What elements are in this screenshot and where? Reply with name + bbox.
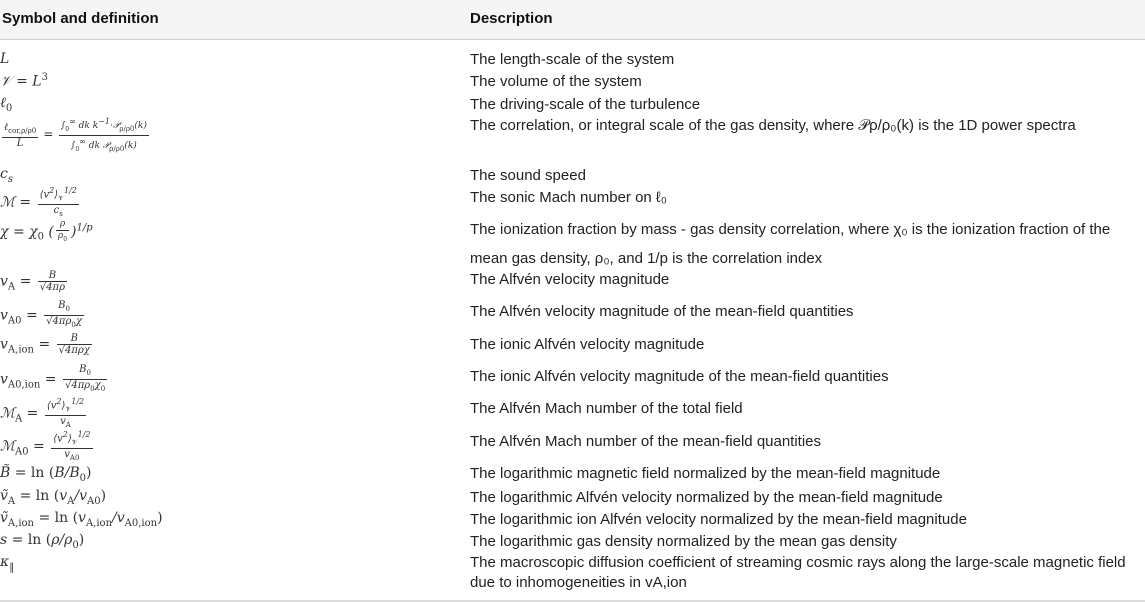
description-cell: The correlation, or integral scale of the gas density, where 𝒫ρ/ρ₀(k) is the 1D power spectra: [470, 117, 1076, 134]
description-cell: The ionization fraction by mass - gas density correlation, where χ₀ is the ionization fraction of the mean gas density, ρ₀, and 1/p is the correlation index: [470, 221, 1111, 267]
description-cell: The Alfvén velocity magnitude of the mean-field quantities: [470, 303, 854, 320]
symbol-cell: B̃ = $\ln (B/B_0)$: [0, 465, 92, 484]
description-cell: The logarithmic ion Alfvén velocity normalized by the mean-field magnitude: [470, 511, 967, 528]
symbol-cell: ṽ$_A$ = $\ln (v_A/v_{A0})$: [0, 488, 107, 507]
symbol-cell: $v_{A0,ion}$ = $\frac{B_0}{√4\pi\rho_0\chi_0}$: [0, 364, 106, 393]
description-cell: The driving-scale of the turbulence: [470, 96, 701, 113]
description-cell: The length-scale of the system: [470, 51, 675, 68]
symbol-cell: $v_A$ = $\frac{B}{√4\pi\rho}$: [0, 270, 65, 293]
header-description: Description: [470, 10, 553, 27]
symbol-cell: $c_s$: [0, 166, 13, 185]
symbol-cell: ℳ$_{A0}$ = $\frac{⟨v^2⟩_𝒱^{1/2}}{v_{A0}}$: [0, 430, 91, 463]
description-cell: The volume of the system: [470, 73, 642, 90]
symbol-cell: L: [0, 51, 10, 67]
description-cell: The sonic Mach number on ℓ₀: [470, 189, 667, 206]
symbol-cell: ℳ = $\frac{⟨v^2⟩_𝒱^{1/2}}{c_s}$: [0, 186, 77, 219]
description-cell: The ionic Alfvén velocity magnitude of the mean-field quantities: [470, 368, 889, 385]
symbol-cell: $\chi = \chi_0$ ( $\frac{\rho}{\rho_0}$ )$^{1/p}$: [0, 219, 93, 243]
description-cell: The ionic Alfvén velocity magnitude: [470, 336, 705, 353]
symbol-cell: $\kappa_‖$: [0, 554, 15, 573]
description-cell: The Alfvén velocity magnitude: [470, 271, 670, 288]
description-cell: The logarithmic gas density normalized by the mean gas density: [470, 533, 897, 550]
symbol-cell: ṽ$_{A,ion}$ = $\ln (v_{A,ion}/v_{A0,ion})$: [0, 510, 163, 529]
description-cell: The Alfvén Mach number of the mean-field quantities: [470, 433, 822, 450]
symbol-cell: $v_{A0}$ = $\frac{B_0}{√4\pi\rho_0\chi}$: [0, 300, 82, 329]
header-symbol: Symbol and definition: [2, 10, 159, 27]
symbol-cell: 𝒱 = $L^3$: [0, 72, 48, 90]
symbol-cell: $s = \ln (\rho/\rho_0)$: [0, 532, 85, 551]
table-header: [0, 0, 1145, 40]
symbol-cell: $v_{A,ion}$ = $\frac{B}{\text{√4πρχ}}$: [0, 333, 90, 356]
description-cell: The logarithmic Alfvén velocity normalized by the mean-field magnitude: [470, 489, 943, 506]
description-cell: The macroscopic diffusion coefficient of streaming cosmic rays along the large-scale magnetic field due to inhomogeneities in vA,ion: [470, 554, 1126, 591]
description-cell: The sound speed: [470, 167, 586, 184]
description-cell: The Alfvén Mach number of the total field: [470, 400, 743, 417]
symbol-cell: ℓ$_0$: [0, 95, 13, 114]
symbol-cell: $\frac{\ell_{cor,\rho/\rho 0}}{L}$ = $\frac{\int_0\infty dk k-1\cdot 𝒫_{\rho/\rho 0}(k)}{\int_0\infty dk 𝒫_{\rho/\rho 0}(k)}$: [4, 117, 147, 153]
symbol-cell: ℳ$_A$ = $\frac{⟨v^2⟩_𝒱^{1/2}}{v_A}$: [0, 397, 85, 430]
description-cell: The logarithmic magnetic field normalized by the mean-field magnitude: [470, 465, 941, 482]
